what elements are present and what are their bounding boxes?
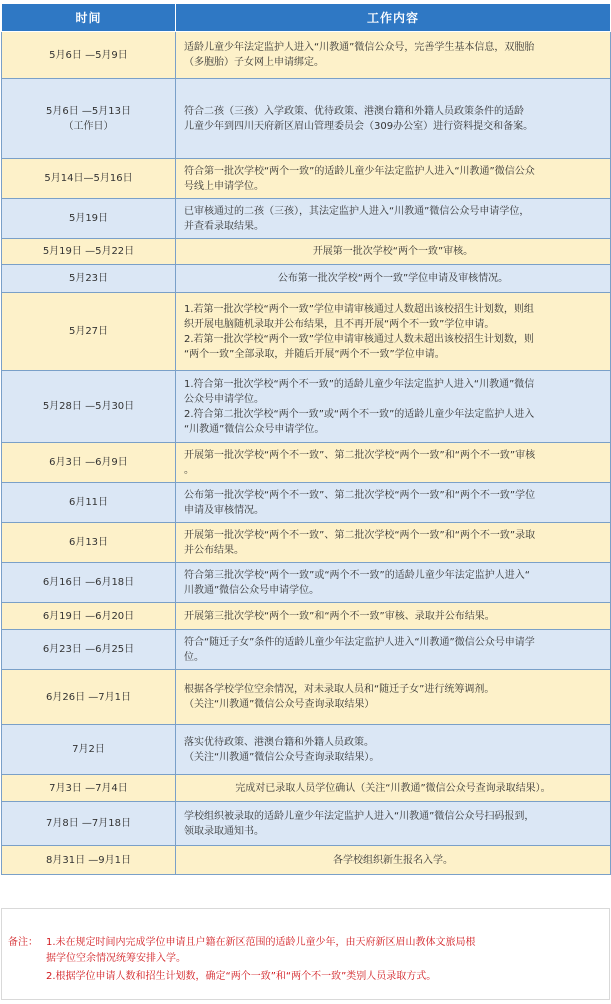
row-content: 1.符合第一批次学校“两个不一致”的适龄儿童少年法定监护人进入“川教通”微信 公众号申请学位。 2.符合第二批次学校“两个一致”或“两个不一致”的适龄儿童少年法定监护人进入 “川教通”微信公众号申请学位。 [176, 371, 611, 443]
header-time: 时间 [2, 4, 176, 32]
table-row [2, 846, 611, 875]
table-header-row [2, 4, 611, 32]
row-time: 5月6日 —5月9日 [2, 32, 176, 79]
table-row [2, 523, 611, 563]
row-content: 开展第一批次学校“两个不一致”、第二批次学校“两个一致”和“两个不一致”审核 。 [176, 443, 611, 483]
table-row [2, 603, 611, 630]
row-time: 5月14日—5月16日 [2, 159, 176, 199]
row-content: 符合“随迁子女”条件的适龄儿童少年法定监护人进入“川教通”微信公众号申请学 位。 [176, 630, 611, 670]
row-content: 公布第一批次学校“两个一致”学位申请及审核情况。 [176, 265, 611, 293]
row-time: 5月6日 —5月13日 （工作日） [2, 79, 176, 159]
row-time: 6月26日 —7月1日 [2, 670, 176, 725]
table-row [2, 159, 611, 199]
note-item-2: 2.根据学位申请人数和招生计划数，确定“两个一致”和“两个不一致”类别人员录取方式。 [46, 971, 437, 982]
row-time: 5月27日 [2, 293, 176, 371]
row-content: 符合二孩（三孩）入学政策、优待政策、港澳台籍和外籍人员政策条件的适龄 儿童少年到四川天府新区眉山管理委员会（309办公室）进行资料提交和备案。 [176, 79, 611, 159]
notes-label: 备注： [8, 937, 38, 948]
row-time: 6月23日 —6月25日 [2, 630, 176, 670]
row-content: 符合第一批次学校“两个一致”的适龄儿童少年法定监护人进入“川教通”微信公众 号线上申请学位。 [176, 159, 611, 199]
row-time: 8月31日 —9月1日 [2, 846, 176, 875]
table-row [2, 725, 611, 775]
row-content: 符合第三批次学校“两个一致”或“两个不一致”的适龄儿童少年法定监护人进入“ 川教通”微信公众号申请学位。 [176, 563, 611, 603]
row-time: 5月28日 —5月30日 [2, 371, 176, 443]
row-time: 6月16日 —6月18日 [2, 563, 176, 603]
table-row [2, 802, 611, 846]
notes-box [1, 908, 610, 1000]
table-row [2, 371, 611, 443]
table-row [2, 32, 611, 79]
table-row [2, 630, 611, 670]
schedule-table [1, 3, 611, 875]
table-row [2, 265, 611, 293]
table-row [2, 563, 611, 603]
row-content: 开展第三批次学校“两个一致”和“两个不一致”审核、录取并公布结果。 [176, 603, 611, 630]
row-content: 1.若第一批次学校“两个一致”学位申请审核通过人数超出该校招生计划数，则组 织开展电脑随机录取并公布结果，且不再开展“两个不一致”学位申请。 2.若第一批次学校“两个一致”学位申请审核通过人数未超出该校招生计划数，则 “两个一致”全部录取，并随后开展“两个不一致”学位申请。 [176, 293, 611, 371]
table-row [2, 670, 611, 725]
row-content: 完成对已录取人员学位确认（关注“川教通”微信公众号查询录取结果）。 [176, 775, 611, 802]
row-content: 已审核通过的二孩（三孩），其法定监护人进入“川教通”微信公众号申请学位， 并查看录取结果。 [176, 199, 611, 239]
row-time: 6月11日 [2, 483, 176, 523]
table-row [2, 775, 611, 802]
row-time: 7月8日 —7月18日 [2, 802, 176, 846]
table-row [2, 293, 611, 371]
row-content: 公布第一批次学校“两个不一致”、第二批次学校“两个一致”和“两个不一致”学位 申请及审核情况。 [176, 483, 611, 523]
table-row [2, 443, 611, 483]
row-time: 5月19日 [2, 199, 176, 239]
row-content: 学校组织被录取的适龄儿童少年法定监护人进入“川教通”微信公众号扫码报到， 领取录取通知书。 [176, 802, 611, 846]
row-content: 开展第一批次学校“两个不一致”、第二批次学校“两个一致”和“两个不一致”录取 并公布结果。 [176, 523, 611, 563]
row-content: 落实优待政策、港澳台籍和外籍人员政策。 （关注“川教通”微信公众号查询录取结果）。 [176, 725, 611, 775]
table-row [2, 483, 611, 523]
row-time: 7月2日 [2, 725, 176, 775]
row-time: 6月13日 [2, 523, 176, 563]
row-content: 适龄儿童少年法定监护人进入“川教通”微信公众号，完善学生基本信息，双胞胎 （多胞胎）子女网上申请绑定。 [176, 32, 611, 79]
header-content: 工作内容 [176, 4, 611, 32]
row-time: 6月19日 —6月20日 [2, 603, 176, 630]
row-time: 6月3日 —6月9日 [2, 443, 176, 483]
row-time: 5月19日 —5月22日 [2, 239, 176, 265]
table-row [2, 239, 611, 265]
row-content: 各学校组织新生报名入学。 [176, 846, 611, 875]
row-content: 开展第一批次学校“两个一致”审核。 [176, 239, 611, 265]
row-time: 5月23日 [2, 265, 176, 293]
note-item-1: 1.未在规定时间内完成学位申请且户籍在新区范围的适龄儿童少年，由天府新区眉山教体文旅局根 据学位空余情况统筹安排入学。 [46, 937, 476, 964]
table-row [2, 199, 611, 239]
row-content: 根据各学校学位空余情况，对未录取人员和“随迁子女”进行统筹调剂。 （关注“川教通”微信公众号查询录取结果） [176, 670, 611, 725]
table-row [2, 79, 611, 159]
row-time: 7月3日 —7月4日 [2, 775, 176, 802]
